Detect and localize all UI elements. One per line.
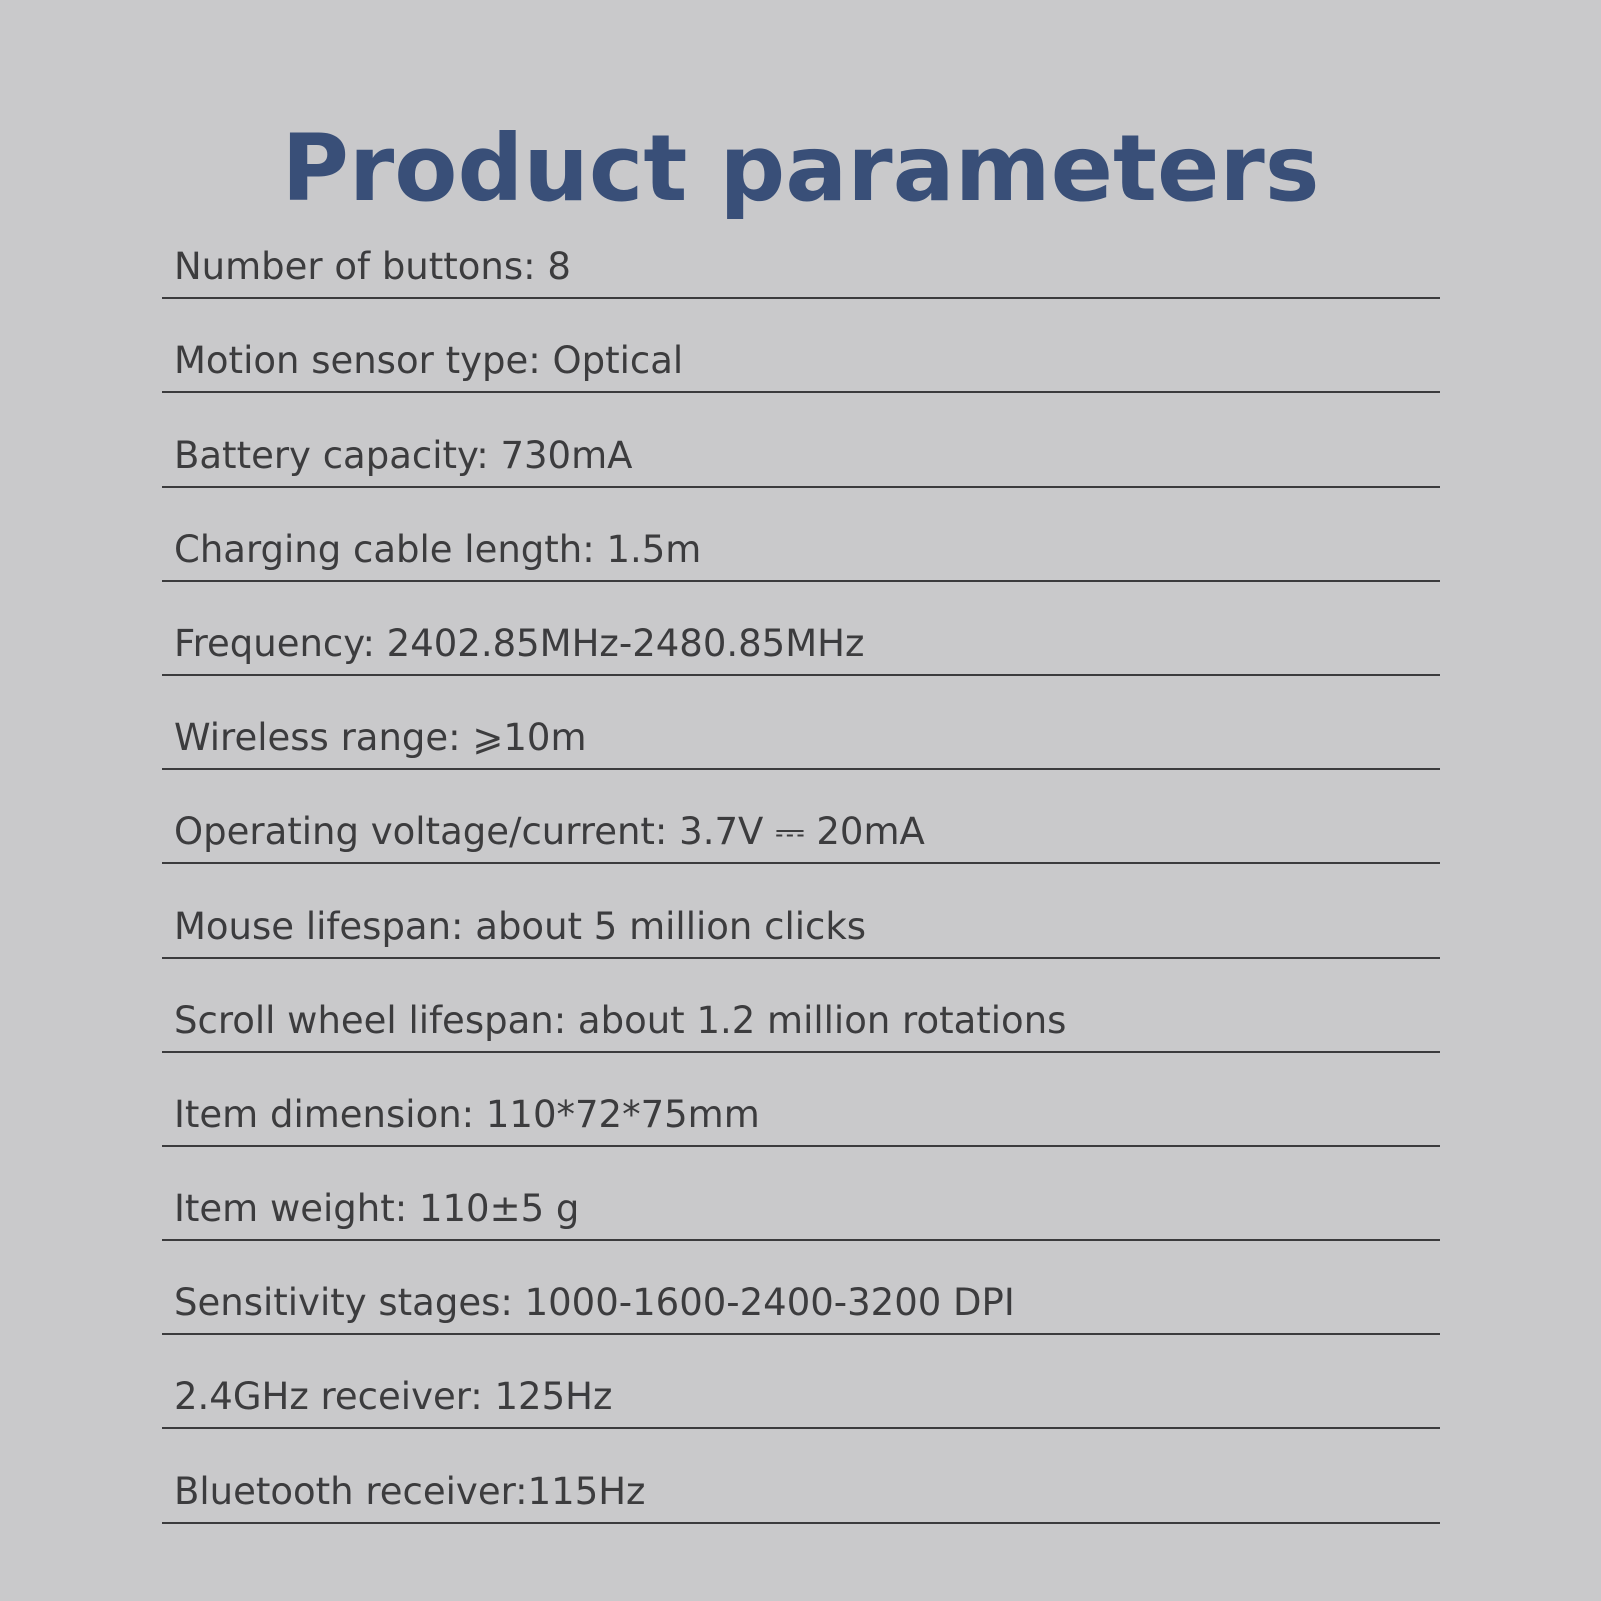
parameter-row-battery [162, 393, 1440, 487]
parameter-text: Number of buttons: 8 [174, 245, 571, 289]
parameter-row-mouse-lifespan [162, 864, 1440, 958]
parameter-text: Operating voltage/current: 3.7V ⎓ 20mA [174, 810, 925, 854]
parameter-row-weight [162, 1147, 1440, 1241]
parameter-text: Wireless range: ⩾10m [174, 716, 587, 760]
parameter-row-dimension [162, 1053, 1440, 1147]
parameter-row-cable [162, 488, 1440, 582]
parameter-text: Bluetooth receiver:115Hz [174, 1469, 646, 1513]
parameter-text: Item dimension: 110*72*75mm [174, 1092, 760, 1136]
parameter-row-wheel-lifespan [162, 959, 1440, 1053]
parameter-row-voltage [162, 770, 1440, 864]
parameter-text: Scroll wheel lifespan: about 1.2 million rotations [174, 998, 1067, 1042]
page-title: Product parameters [281, 114, 1320, 222]
parameter-text: 2.4GHz receiver: 125Hz [174, 1375, 613, 1419]
parameter-text: Frequency: 2402.85MHz-2480.85MHz [174, 621, 865, 665]
parameter-row-bluetooth [162, 1429, 1440, 1523]
parameter-text: Mouse lifespan: about 5 million clicks [174, 904, 867, 948]
parameter-row-range [162, 676, 1440, 770]
parameter-text: Motion sensor type: Optical [174, 339, 684, 383]
parameter-row-frequency [162, 582, 1440, 676]
parameter-text: Sensitivity stages: 1000-1600-2400-3200 DPI [174, 1281, 1015, 1325]
parameter-text: Charging cable length: 1.5m [174, 527, 702, 571]
parameter-row-buttons [162, 205, 1440, 299]
parameter-row-2-4ghz [162, 1335, 1440, 1429]
parameter-text: Item weight: 110±5 g [174, 1187, 580, 1231]
parameter-list [162, 205, 1440, 1524]
parameter-text: Battery capacity: 730mA [174, 433, 633, 477]
parameter-row-sensitivity [162, 1241, 1440, 1335]
parameter-row-sensor [162, 299, 1440, 393]
